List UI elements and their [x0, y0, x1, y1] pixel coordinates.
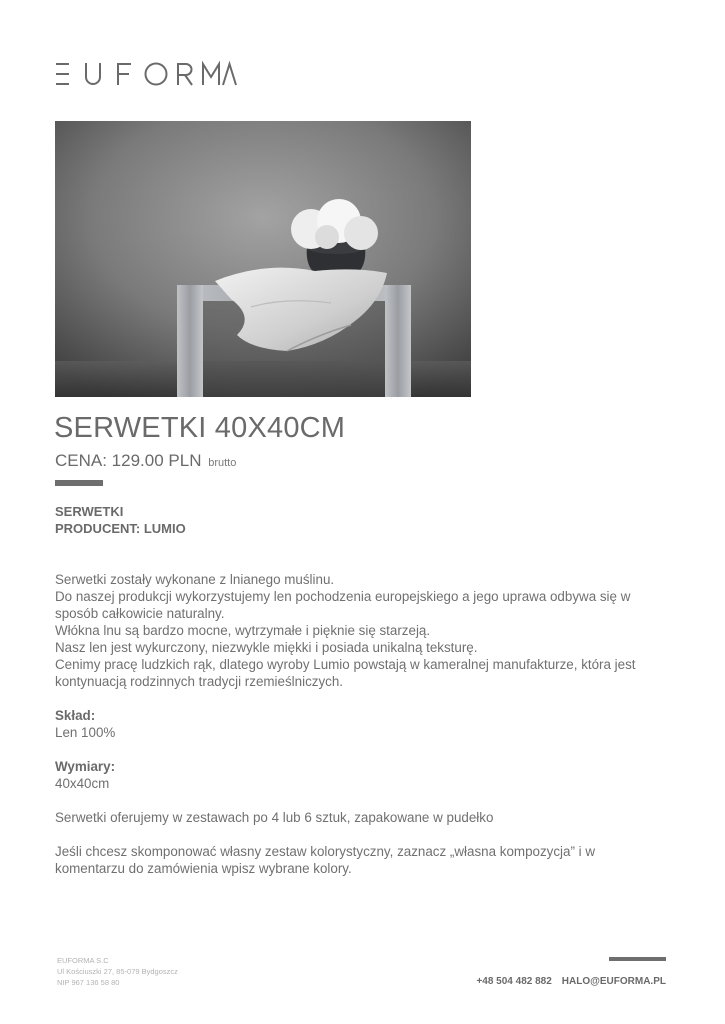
product-price	[55, 451, 236, 471]
product-description	[55, 571, 665, 877]
footer-contact	[476, 976, 666, 987]
description-line: Do naszej produkcji wykorzystujemy len pochodzenia europejskiego a jego uprawa odbywa się w sposób całkowicie naturalny.	[55, 589, 631, 621]
footer-nip: NIP 967 136 58 80	[57, 978, 120, 987]
footer-address: Ul Kościuszki 27, 85-079 Bydgoszcz	[57, 967, 178, 976]
product-title: SERWETKI 40X40CM	[54, 412, 346, 444]
description-line: Cenimy pracę ludzkich rąk, dlatego wyroby Lumio powstają w kameralnej manufakturze, która jest kontynuacją rodzinnych tradycji rzemieślniczych.	[55, 657, 636, 689]
footer-phone[interactable]: +48 504 482 882	[476, 976, 552, 987]
dimensions-heading: Wymiary:	[55, 759, 116, 774]
product-photo	[55, 121, 471, 397]
footer-divider	[609, 957, 666, 961]
dimensions-value: 40x40cm	[55, 776, 110, 791]
product-meta	[55, 503, 186, 537]
price-suffix: brutto	[208, 457, 237, 469]
footer-company: EUFORMA S.C	[57, 956, 109, 965]
description-line: Serwetki zostały wykonane z lnianego muślinu.	[55, 572, 335, 587]
accent-divider	[55, 480, 103, 486]
footer-company-info	[57, 955, 178, 988]
sets-info: Serwetki oferujemy w zestawach po 4 lub 6 sztuk, zapakowane w pudełko	[55, 810, 494, 825]
product-producer: PRODUCENT: LUMIO	[55, 521, 186, 536]
price-value: CENA: 129.00 PLN	[55, 451, 202, 470]
euforma-logo	[55, 60, 237, 90]
description-line: Nasz len jest wykurczony, niezwykle miękki i posiada unikalną teksturę.	[55, 640, 478, 655]
custom-set-info: Jeśli chcesz skomponować własny zestaw kolorystyczny, zaznacz „własna kompozycja” i w komentarzu do zamówienia wpisz wybrane kolory.	[55, 844, 596, 876]
composition-heading: Skład:	[55, 708, 96, 723]
footer-email[interactable]: HALO@EUFORMA.PL	[561, 976, 666, 987]
composition-value: Len 100%	[55, 725, 116, 740]
product-category: SERWETKI	[55, 504, 124, 519]
description-line: Włókna lnu są bardzo mocne, wytrzymałe i pięknie się starzeją.	[55, 623, 431, 638]
